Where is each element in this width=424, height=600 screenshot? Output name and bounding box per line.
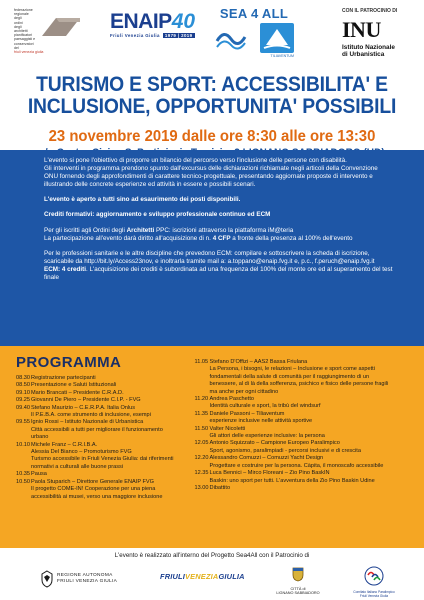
program-text: urbano [31, 434, 49, 441]
program-time [195, 433, 210, 440]
program-time: 08.30 [16, 375, 30, 381]
federazione-mark-icon [40, 14, 82, 38]
program-text: Stefano Maurizio – C.E.R.P.A. Italia Onlus [31, 404, 136, 411]
program-row [16, 434, 183, 441]
lignano-line1: CITTÀ di [290, 587, 306, 591]
program-text: Daniele Passoni – Tiliaventum [209, 410, 285, 417]
program-row [195, 403, 412, 410]
program-time [16, 434, 31, 441]
lignano-logo [272, 566, 324, 596]
footer [0, 548, 424, 600]
enaip-number: 40 [171, 10, 196, 33]
program-text: Dibattito [209, 484, 231, 491]
program-text: normativi a culturali alle buone prassi [31, 463, 124, 470]
program-time: 09.25 [16, 397, 30, 404]
program-time: 12.05 [194, 440, 209, 447]
enaip-word: ENAIP [110, 10, 172, 33]
footer-logos [0, 564, 424, 598]
program-time: 13.00 [194, 484, 209, 491]
program-time [16, 456, 31, 463]
program-row [195, 448, 412, 455]
program-row [16, 397, 183, 404]
program-text: Pausa [31, 471, 47, 478]
program-time [195, 478, 210, 485]
program-time: 09.55 [16, 419, 30, 426]
program-row [195, 463, 412, 470]
program-text: accessibilità ai musei, verso una maggiore inclusione [31, 493, 163, 500]
program-time: 11.05 [194, 359, 209, 365]
program-text: benessere, al di là della sofferenza, psichico e fisico delle persone fragili [209, 381, 389, 388]
info-intro: Gli interventi in programma prendono spunto dall'excursus delle dichiarazioni richiamate negli articoli della Convenzione [44, 165, 378, 173]
info-text: . L'acquisizione dei crediti è subordinata ad una frequenza del 100% del monte ore ed al superamento del test [86, 265, 393, 273]
inu-acronym: INU [342, 17, 381, 42]
program-row [195, 455, 412, 462]
program-text: Baskin: uno sport per tutti. L'avventura della Zio Pino Baskin Udine [209, 477, 375, 484]
program-text: Identità culturale e sport, la tribù del windsurf [209, 403, 321, 410]
program-time [16, 427, 31, 434]
paralimpico-logo [350, 566, 398, 599]
federazione-line: friuli venezia giulia [14, 50, 44, 55]
program-row [195, 366, 412, 373]
program-time: 11.20 [194, 396, 209, 403]
program-text: Giovanni De Piero – Presidente C.I.P. - FVG [31, 397, 141, 404]
program-left-column [16, 375, 183, 501]
paralimpico-line2: Friuli Venezia Giulia [359, 593, 389, 598]
info-bold: 4 CFP [212, 234, 231, 242]
info-bold: Architetti [126, 226, 155, 234]
program-time: 10.35 [16, 471, 30, 478]
program-row [16, 494, 183, 501]
info-intro: L'evento si pone l'obiettivo di proporre un bilancio del percorso verso l'inclusione delle persone con disabilità. [44, 157, 347, 164]
header-logos [0, 0, 424, 68]
info-sanitarie-credits [44, 266, 406, 274]
program-row [195, 440, 412, 447]
lignano-crest-icon [292, 566, 304, 582]
program-time [195, 389, 210, 396]
program-text: Valter Nicoletti [209, 425, 246, 432]
program-time [16, 464, 31, 471]
info-intro: illustrando delle concrete esperienze ed attività in essere e possibili scenari. [44, 181, 256, 189]
program-text: Andrea Paschetto [209, 396, 254, 403]
program-time [195, 418, 210, 425]
program-row [195, 389, 412, 396]
program-text: Progettare e costruire per la persona. Càpita, il monoscafo accessibile [209, 462, 384, 469]
program-time [195, 403, 210, 410]
program-text: Mario Brancati – Presidente C.R.A.D. [31, 389, 124, 396]
program-row [195, 359, 412, 366]
info-architects-line1 [44, 227, 406, 235]
program-time: 10.10 [16, 441, 30, 448]
regione-line1: REGIONE AUTONOMA [57, 573, 113, 579]
event-date: 23 novembre 2019 dalle ore 8:30 alle ore 13:30 [48, 128, 376, 145]
fvg-brand-word: GIULIA [218, 572, 245, 581]
program-text: Città accessibili a tutti per migliorare il funzionamento [31, 426, 163, 433]
program-row [16, 375, 183, 382]
program-time [195, 448, 210, 455]
program-row [195, 433, 412, 440]
program-row [16, 390, 183, 397]
federazione-line: ordini [14, 20, 23, 25]
info-text: La partecipazione all'evento darà diritto all'acquisizione di n. [44, 234, 213, 242]
footer-note: L'evento è realizzato all'interno del Progetto Sea4All con il Patrocinio di [114, 552, 310, 559]
program-text: esperienze inclusive nelle attività sportive [209, 418, 313, 425]
wave-icon [214, 23, 248, 53]
info-band [0, 150, 424, 346]
federazione-line: degli [14, 16, 22, 21]
program-right-column [195, 359, 412, 501]
program-time [195, 374, 210, 381]
program-text: Antonio Squizzato – Campione Europeo Paralimpico [209, 440, 340, 447]
info-sanitarie: finale [44, 274, 60, 282]
event-title-line1: TURISMO E SPORT: ACCESSIBILITA' E [36, 73, 388, 96]
event-title-line2: INCLUSIONE, OPPORTUNITA' POSSIBILI [27, 95, 397, 118]
program-row [195, 426, 412, 433]
federazione-line: pianificatori [14, 33, 33, 38]
sea4all-icons [208, 21, 300, 53]
federazione-line: paesaggisti e [14, 37, 36, 42]
federazione-line: conservatori [14, 41, 34, 46]
program-row [16, 427, 183, 434]
program-text: Registrazione partecipanti [31, 375, 96, 381]
tiliaventum-icon [260, 23, 294, 53]
program-time [16, 412, 31, 419]
program-text: Alessia Del Bianco – Promoturismo FVG [31, 449, 132, 456]
program-text: Sport, agonismo, paralimpiadi - percorsi inclusivi e di crescita [209, 447, 361, 454]
federazione-line: regionale [14, 12, 29, 17]
program-row [195, 396, 412, 403]
tiliaventum-caption: TILIAVENTUM [270, 54, 294, 58]
regione-line2: FRIULI VENEZIA GIULIA [57, 579, 118, 584]
info-text: Per gli iscritti agli Ordini degli [44, 226, 127, 234]
inu-subtitle-line2: di Urbanistica [342, 51, 385, 58]
info-text: PPC: iscrizioni attraverso la piattaforma iM@teria [154, 226, 294, 234]
program-row [195, 411, 412, 418]
inu-subtitle [342, 44, 414, 58]
federazione-line: degli [14, 24, 22, 29]
program-row [195, 485, 412, 492]
program-row [16, 442, 183, 449]
sea4all-logo [208, 6, 300, 58]
program-row [16, 486, 183, 493]
enaip-region: Friuli Venezia Giulia [110, 33, 160, 38]
federazione-line: del [14, 45, 19, 50]
program-text: Il P.E.B.A. come strumento di inclusione, esempi [31, 412, 151, 419]
program-time: 12.20 [194, 455, 209, 462]
paralimpico-line1: Comitato Italiano Paralimpico [353, 590, 395, 594]
program-time [195, 463, 210, 470]
paralimpico-agitos-icon [364, 566, 384, 586]
program-text: ma anche per ogni cittadino [209, 388, 279, 395]
lignano-line2: LIGNANO SABBIADORO [276, 591, 320, 596]
regione-fvg-logo [40, 570, 117, 588]
info-bold: ECM: 4 crediti [44, 265, 86, 273]
program-text: Gli attori delle esperienze inclusive: la persona [209, 433, 325, 440]
program-time [16, 494, 31, 501]
title-block [0, 74, 424, 159]
regione-eagle-icon [40, 570, 54, 588]
inu-mark [342, 17, 414, 43]
sea4all-captions [208, 53, 300, 58]
program-time [16, 486, 31, 493]
program-time [16, 449, 31, 456]
fvg-brand-word: FRIULI [160, 572, 186, 581]
program-text: Alessandro Comuzzi – Comuzzi Yacht Design [209, 455, 324, 462]
program-row [195, 418, 412, 425]
program-row [16, 382, 183, 389]
program-time [195, 366, 210, 373]
enaip-logo [110, 10, 196, 38]
program-text: Turismo accessibile in Friuli Venezia Giulia: dai riferimenti [31, 456, 174, 463]
program-row [16, 464, 183, 471]
program-row [16, 449, 183, 456]
fvg-brand-word: VENEZIA [185, 572, 219, 581]
federazione-line: federazione [14, 8, 33, 12]
info-credits-title: Crediti formativi: aggiornamento e sviluppo professionale continuo ed ECM [44, 211, 271, 219]
program-row [16, 405, 183, 412]
patrocinio-label: CON IL PATROCINIO DI [342, 8, 398, 14]
inu-subtitle-line1: Istituto Nazionale [342, 44, 395, 51]
inu-logo [342, 8, 414, 58]
program-text: Luca Bennici – Mirco Floreani – Zio Pino BaskIN [209, 470, 330, 477]
enaip-subtitle [110, 33, 196, 38]
program-row [195, 374, 412, 381]
program-time: 11.35 [194, 410, 209, 417]
program-row [195, 478, 412, 485]
program-text: La Persona, i bisogni, le relazioni – Inclusione e sport come aspetti [209, 366, 375, 373]
program-text: Paola Stuparich – Direttore Generale ENAIP FVG [31, 478, 155, 485]
program-time [195, 381, 210, 388]
sea4all-word: SEA 4 ALL [219, 6, 289, 21]
federazione-line: architetti [14, 29, 28, 34]
info-sanitarie: scaricabile da http://bit.ly/Access23nov, e inoltrarla tramite mail a: a.toppano@enaip.fvg.it e, p.c., f.peruch@enaip.fvg.it [44, 257, 375, 265]
enaip-years: 1979 | 2019 [164, 33, 193, 38]
program-text: Michele Franz – C.R.I.B.A. [31, 441, 98, 448]
info-sanitarie: Per le professioni sanitarie e le altre discipline che prevedono ECM: compilare e sottoscrivere la scheda di iscrizione, [44, 249, 370, 257]
program-text: Ignio Rossi – Istituto Nazionale di Urbanistica [31, 419, 144, 426]
program-row [16, 412, 183, 419]
program-row [16, 419, 183, 426]
program-time: 09.40 [16, 404, 30, 411]
program-time: 11.50 [194, 425, 209, 432]
program-text: Il progetto COME-IN! Cooperazione per una piena [31, 486, 156, 493]
program-title: PROGRAMMA [16, 354, 122, 371]
program-row [16, 471, 183, 478]
program-row [16, 479, 183, 486]
program-row [16, 456, 183, 463]
fvg-brand-logo [160, 572, 245, 581]
program-time: 08.50 [16, 382, 30, 389]
info-open-access: L'evento è aperto a tutti sino ad esaurimento dei posti disponibili. [44, 196, 241, 204]
program-time: 12.35 [194, 470, 209, 477]
info-intro: ONU fornendo degli approfondimenti di carattere tecnico-progettuale, presentando aggiornate proposte di intervento e [44, 173, 373, 181]
program-text: fondamentali della salute di comunità per il raggiungimento di un [209, 373, 370, 380]
program-text: Presentazione e Saluti Istituzionali [31, 382, 117, 389]
program-time: 10.50 [16, 478, 30, 485]
program-row [195, 470, 412, 477]
program-row [195, 381, 412, 388]
program-time: 09.10 [16, 389, 30, 396]
info-architects-line2 [44, 235, 406, 243]
info-text: a fronte della presenza al 100% dell'evento [230, 234, 353, 242]
program-text: Stefano D'Offizi – AAS2 Bassa Friulana [209, 359, 308, 365]
